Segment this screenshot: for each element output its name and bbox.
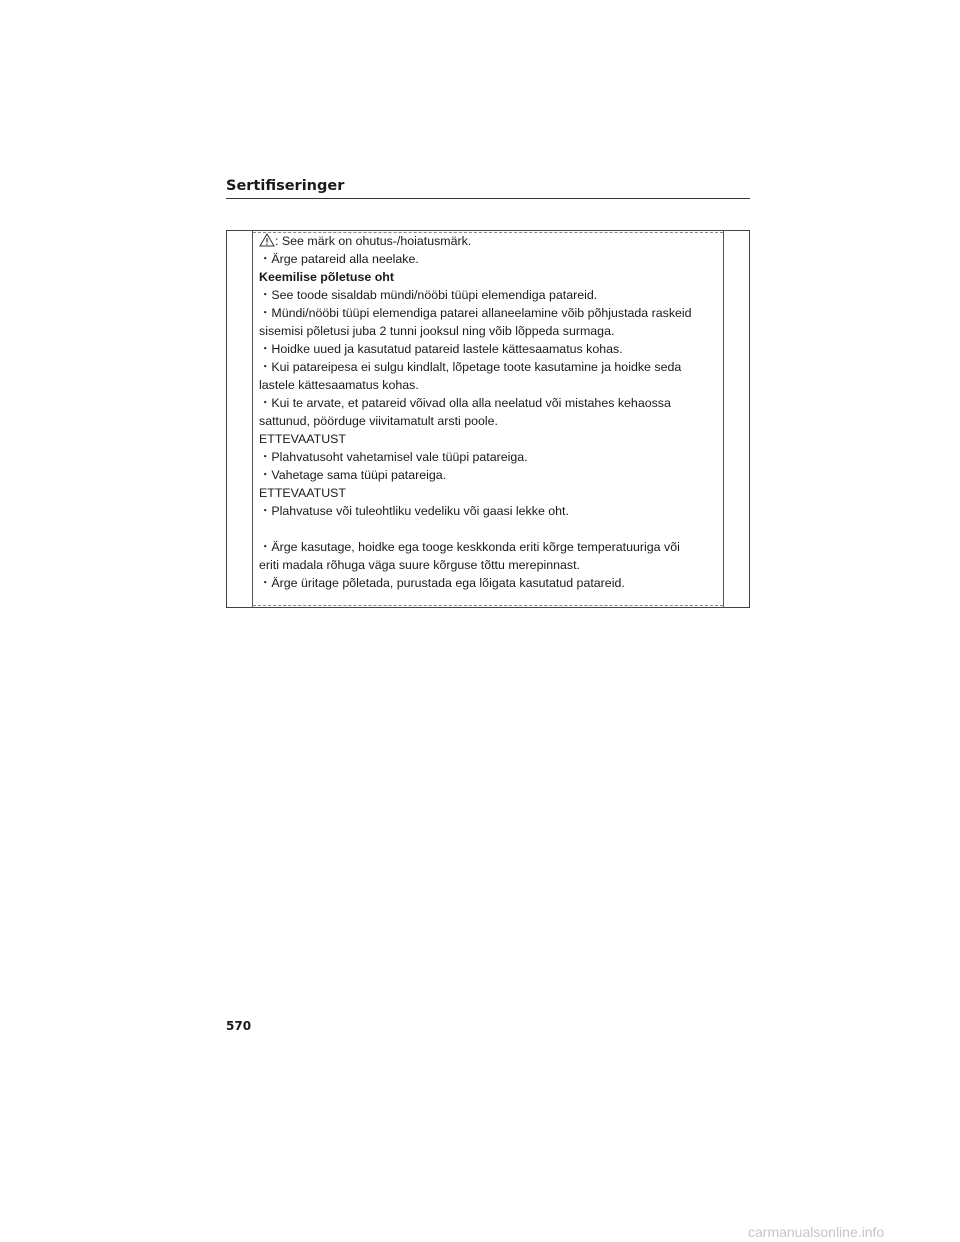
notice-line-text: ・Ärge patareid alla neelake. — [259, 252, 419, 266]
notice-line — [259, 412, 719, 430]
notice-line-text: ・Plahvatuse või tuleohtliku vedeliku või gaasi lekke oht. — [259, 504, 569, 518]
page-number: 570 — [226, 1019, 252, 1033]
notice-line-text: sisemisi põletusi juba 2 tunni jooksul ning võib lõppeda surmaga. — [259, 324, 615, 338]
watermark: carmanualsonline.info — [748, 1224, 885, 1240]
notice-line — [259, 340, 719, 358]
notice-line-text: ・Mündi/nööbi tüüpi elemendiga patarei allaneelamine võib põhjustada raskeid — [259, 306, 692, 320]
notice-line-text: eriti madala rõhuga väga suure kõrguse tõttu merepinnast. — [259, 558, 580, 572]
notice-line — [259, 304, 719, 322]
notice-line-text: lastele kättesaamatus kohas. — [259, 378, 419, 392]
notice-line — [259, 430, 719, 448]
title-divider — [226, 198, 750, 199]
notice-line — [259, 394, 719, 412]
notice-line — [259, 556, 719, 574]
notice-line-text: ・Ärge kasutage, hoidke ega tooge keskkonda eriti kõrge temperatuuriga või — [259, 540, 680, 554]
notice-line-text: sattunud, pöörduge viivitamatult arsti poole. — [259, 414, 499, 428]
notice-line-text: ・See toode sisaldab mündi/nööbi tüüpi elemendiga patareid. — [259, 288, 598, 302]
notice-line — [259, 358, 719, 376]
notice-line — [259, 574, 719, 592]
notice-line-text: ETTEVAATUST — [259, 486, 346, 500]
notice-line — [259, 466, 719, 484]
notice-line — [259, 502, 719, 520]
notice-line — [259, 232, 719, 250]
notice-line-text: ・Kui te arvate, et patareid võivad olla alla neelatud või mistahes kehaossa — [259, 396, 671, 410]
notice-line-text: Keemilise põletuse oht — [259, 270, 394, 284]
section-title: Sertifiseringer — [226, 178, 345, 194]
notice-spacer — [259, 520, 719, 538]
notice-line — [259, 484, 719, 502]
notice-line-text: ・Vahetage sama tüüpi patareiga. — [259, 468, 447, 482]
notice-line — [259, 268, 719, 286]
notice-line — [259, 250, 719, 268]
notice-line — [259, 322, 719, 340]
notice-line-text: ・Hoidke uued ja kasutatud patareid lastele kättesaamatus kohas. — [259, 342, 623, 356]
notice-line-text: ・Plahvatusoht vahetamisel vale tüüpi patareiga. — [259, 450, 528, 464]
notice-line-text: ETTEVAATUST — [259, 432, 346, 446]
notice-line-text: ・Kui patareipesa ei sulgu kindlalt, lõpetage toote kasutamine ja hoidke seda — [259, 360, 682, 374]
notice-content — [259, 232, 719, 592]
notice-line — [259, 376, 719, 394]
notice-line-text: : See märk on ohutus-/hoiatusmärk. — [275, 234, 472, 248]
warning-triangle-icon — [259, 233, 275, 247]
notice-line-text: ・Ärge üritage põletada, purustada ega lõigata kasutatud patareid. — [259, 576, 625, 590]
notice-line — [259, 538, 719, 556]
notice-line — [259, 448, 719, 466]
notice-line — [259, 286, 719, 304]
